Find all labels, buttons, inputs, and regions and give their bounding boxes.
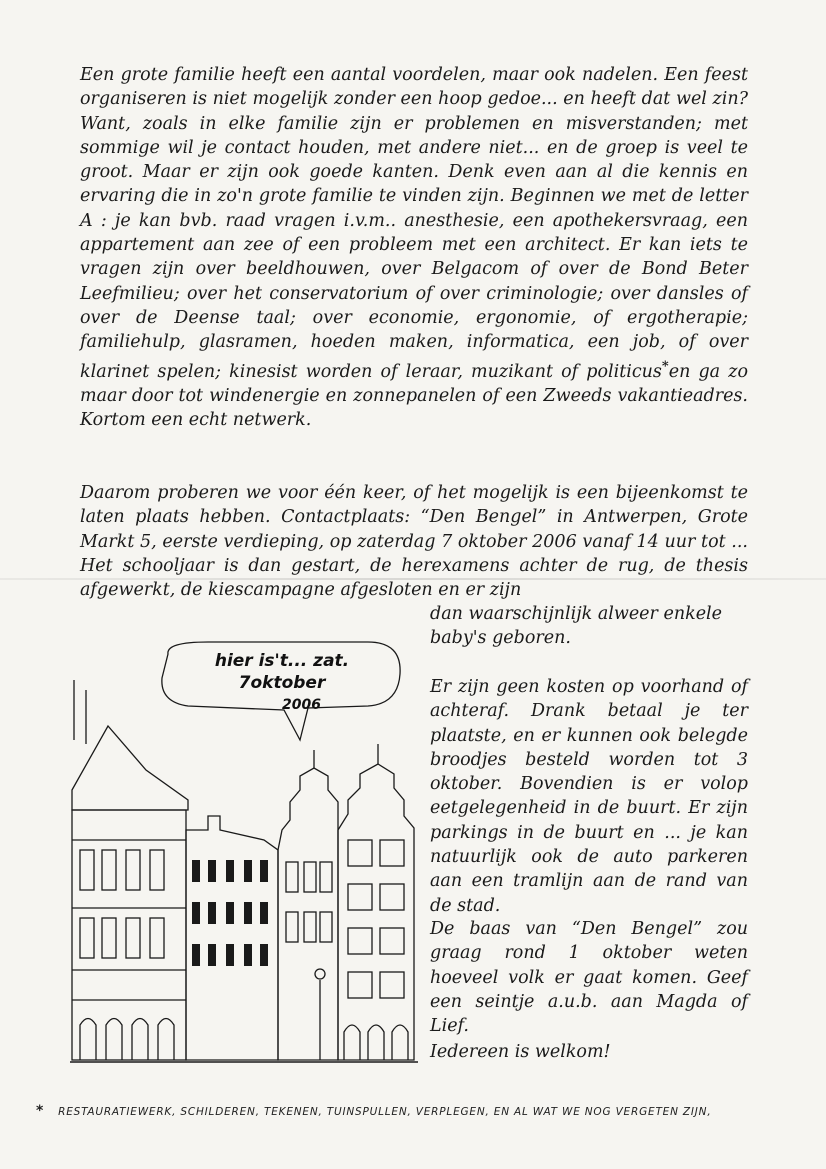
meeting-paragraph-end: dan waarschijnlijk alweer enkele baby's geboren.: [430, 604, 723, 649]
footnote-star: *: [36, 1103, 45, 1119]
footnote-text: RESTAURATIEWERK, SCHILDEREN, TEKENEN, TUINSPULLEN, VERPLEGEN, EN AL WAT WE NOG VERGETEN ZIJN,: [58, 1106, 712, 1118]
footnote: [36, 1103, 816, 1119]
rsvp-paragraph: De baas van “Den Bengel” zou graag rond 1 oktober weten hoeveel volk er gaat komen. Geef een seintje a.u.b. aan Magda of Lief.: [430, 919, 748, 1037]
speech-bubble-text: [172, 650, 392, 716]
intro-paragraph: Een grote familie heeft een aantal voordelen, maar ook nadelen. Een feest organiseren is niet mogelijk zonder een hoop gedoe... en heeft dat wel zin? Want, zoals in elke familie zijn er problemen en misverstanden; met sommige wil je contact houden, met andere niet... en de groep is veel te groot. Maar er zijn ook goede kanten. Denk even aan al die kennis en ervaring die in zo'n grote familie te vinden zijn. Beginnen we met de letter A : je kan bvb. raad vragen i.v.m.. anesthesie, een apothekersvraag, een appartement aan zee of een probleem met een architect. Er kan iets te vragen zijn over beeldhouwen, over Belgacom of over de Bond Beter Leefmilieu; over het conservatorium of over criminologie; over dansles of over de Deense taal; over economie, ergonomie, of ergotherapie; familiehulp, glasramen, hoeden maken, informatica, een job, of over klarinet spelen; kinesist worden of leraar, muzikant of politicus*en ga zo maar door tot windenergie en zonnepanelen of een Zweeds vakantieadres. Kortom een echt netwerk.: [80, 65, 748, 430]
costs-paragraph: Er zijn geen kosten op voorhand of achteraf. Drank betaal je ter plaatste, en er kunnen ook belegde broodjes besteld worden tot 3 oktober. Bovendien is er volop eetgelegenheid in de buurt. Er zijn parkings in de buurt en ... je kan natuurlijk ook de auto parkeren aan een tramlijn aan de rand van de stad.: [430, 677, 748, 916]
bubble-line-2: 2006: [282, 697, 321, 713]
meeting-paragraph: Daarom proberen we voor één keer, of het mogelijk is een bijeenkomst te laten plaats hebben. Contactplaats: “Den Bengel” in Antwerpen, Grote Markt 5, eerste verdieping, op zaterdag 7 oktober 2006 vanaf 14 uur tot ... Het schooljaar is dan gestart, de herexamens achter de rug, de thesis afgewerkt, de kiescampagne afgesloten en er zijn: [80, 483, 748, 601]
closing-line: Iedereen is welkom!: [430, 1042, 611, 1062]
bubble-line-1: hier is't... zat. 7oktober: [214, 651, 350, 693]
footnote-marker: *: [661, 358, 669, 374]
